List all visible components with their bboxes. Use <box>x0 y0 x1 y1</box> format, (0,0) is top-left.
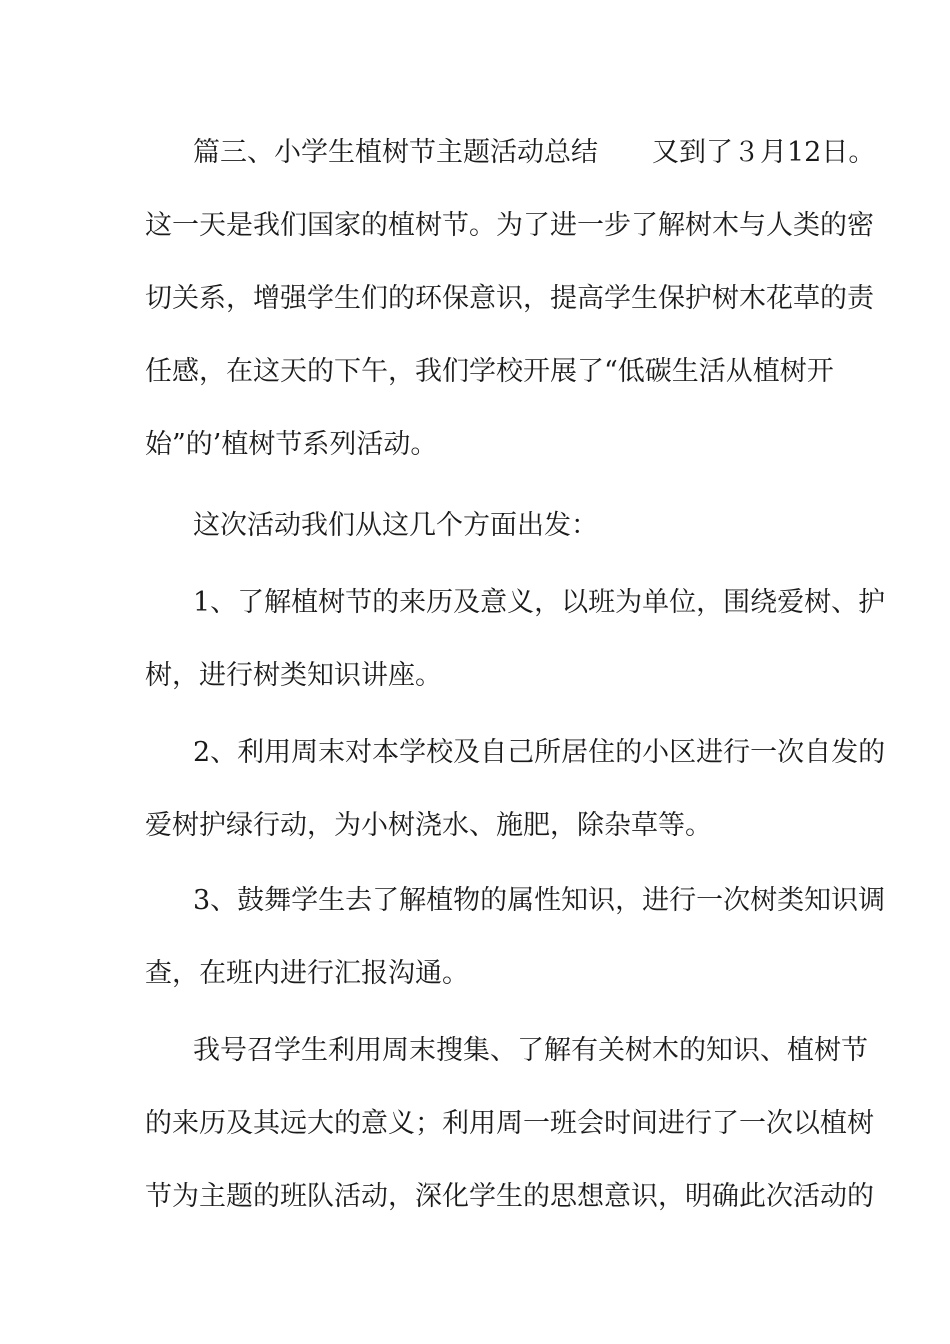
paragraph-title-line: 篇三、小学生植树节主题活动总结 又到了３月12日。 <box>193 137 876 168</box>
text-line: 切关系，增强学生们的环保意识，提高学生保护树木花草的责 <box>145 283 874 314</box>
text-line: 查，在班内进行汇报沟通。 <box>145 958 469 989</box>
text-line: 爱树护绿行动，为小树浇水、施肥，除杂草等。 <box>145 810 712 841</box>
text-line: 任感，在这天的下午，我们学校开展了“低碳生活从植树开 <box>145 356 834 387</box>
text-line: 节为主题的班队活动，深化学生的思想意识，明确此次活动的 <box>145 1181 874 1212</box>
text-line: 始”的’植树节系列活动。 <box>145 429 438 460</box>
text-line: 这一天是我们国家的植树节。为了进一步了解树木与人类的密 <box>145 210 874 241</box>
text-line: 的来历及其远大的意义；利用周一班会时间进行了一次以植树 <box>145 1108 874 1139</box>
paragraph-line: 我号召学生利用周末搜集、了解有关树木的知识、植树节 <box>193 1035 868 1066</box>
list-item-3-line: 3、鼓舞学生去了解植物的属性知识，进行一次树类知识调 <box>193 885 886 916</box>
list-item-2-line: 2、利用周末对本学校及自己所居住的小区进行一次自发的 <box>193 737 886 768</box>
list-item-1-line: 1、了解植树节的来历及意义，以班为单位，围绕爱树、护 <box>193 587 886 618</box>
paragraph-line: 这次活动我们从这几个方面出发： <box>193 510 598 541</box>
text-line: 树，进行树类知识讲座。 <box>145 660 442 691</box>
